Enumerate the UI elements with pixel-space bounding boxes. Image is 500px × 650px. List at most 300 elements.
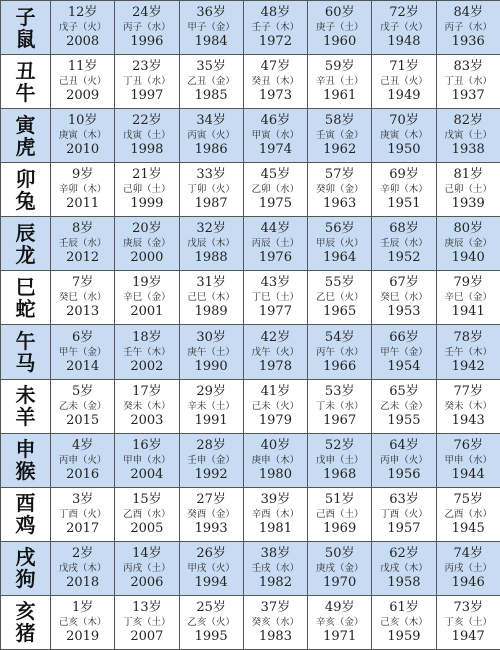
- ganzhi-label: 戊寅（土）: [115, 129, 178, 142]
- year-cell: [115, 163, 179, 217]
- birth-year-label: 1967: [308, 413, 371, 429]
- table-row: [1, 325, 500, 379]
- birth-year-label: 2011: [51, 196, 114, 212]
- zodiac-animal-label: 牛: [1, 82, 50, 104]
- birth-year-label: 1997: [115, 88, 178, 104]
- ganzhi-label: 庚辰（金）: [437, 237, 500, 250]
- age-label: 52岁: [308, 438, 371, 454]
- ganzhi-label: 甲子（金）: [180, 21, 243, 34]
- age-label: 76岁: [437, 438, 500, 454]
- ganzhi-label: 戊辰（木）: [180, 237, 243, 250]
- year-cell: [115, 541, 179, 595]
- ganzhi-label: 己卯（土）: [437, 183, 500, 196]
- age-label: 75岁: [437, 492, 500, 508]
- ganzhi-label: 丙辰（土）: [244, 237, 307, 250]
- ganzhi-label: 庚子（土）: [308, 21, 371, 34]
- table-row: [1, 595, 500, 649]
- ganzhi-label: 丁未（水）: [308, 400, 371, 413]
- age-label: 26岁: [180, 546, 243, 562]
- ganzhi-label: 庚戌（金）: [308, 562, 371, 575]
- birth-year-label: 1961: [308, 88, 371, 104]
- birth-year-label: 1979: [244, 413, 307, 429]
- table-body: [1, 1, 500, 650]
- birth-year-label: 1999: [115, 196, 178, 212]
- birth-year-label: 1944: [437, 467, 500, 483]
- year-cell: [308, 217, 372, 271]
- age-label: 19岁: [115, 275, 178, 291]
- birth-year-label: 1989: [180, 304, 243, 320]
- ganzhi-label: 庚午（土）: [180, 346, 243, 359]
- table-row: [1, 217, 500, 271]
- ganzhi-label: 乙酉（水）: [115, 508, 178, 521]
- age-label: 81岁: [437, 167, 500, 183]
- birth-year-label: 2000: [115, 250, 178, 266]
- earthly-branch-label: 午: [1, 330, 50, 352]
- birth-year-label: 1982: [244, 575, 307, 591]
- age-label: 71岁: [372, 59, 435, 75]
- year-cell: [308, 433, 372, 487]
- birth-year-label: 2001: [115, 304, 178, 320]
- zodiac-cell: [1, 163, 51, 217]
- year-cell: [308, 487, 372, 541]
- birth-year-label: 2010: [51, 142, 114, 158]
- year-cell: [115, 109, 179, 163]
- ganzhi-label: 辛巳（金）: [115, 291, 178, 304]
- ganzhi-label: 戊申（土）: [308, 454, 371, 467]
- age-label: 49岁: [308, 600, 371, 616]
- age-label: 27岁: [180, 492, 243, 508]
- zodiac-animal-label: 蛇: [1, 298, 50, 320]
- year-cell: [51, 163, 115, 217]
- ganzhi-label: 丙戌（土）: [437, 562, 500, 575]
- age-label: 24岁: [115, 5, 178, 21]
- year-cell: [308, 163, 372, 217]
- birth-year-label: 1972: [244, 34, 307, 50]
- year-cell: [308, 1, 372, 55]
- year-cell: [179, 325, 243, 379]
- zodiac-cell: [1, 109, 51, 163]
- ganzhi-label: 戊子（火）: [51, 21, 114, 34]
- age-label: 77岁: [437, 384, 500, 400]
- ganzhi-label: 辛酉（木）: [244, 508, 307, 521]
- table-row: [1, 271, 500, 325]
- year-cell: [179, 379, 243, 433]
- year-cell: [372, 541, 436, 595]
- age-label: 16岁: [115, 438, 178, 454]
- year-cell: [308, 325, 372, 379]
- birth-year-label: 1941: [437, 304, 500, 320]
- table-row: [1, 541, 500, 595]
- ganzhi-label: 癸丑（木）: [244, 75, 307, 88]
- age-label: 40岁: [244, 438, 307, 454]
- zodiac-animal-label: 虎: [1, 136, 50, 158]
- year-cell: [51, 541, 115, 595]
- birth-year-label: 1992: [180, 467, 243, 483]
- age-label: 80岁: [437, 221, 500, 237]
- year-cell: [179, 55, 243, 109]
- year-cell: [436, 163, 500, 217]
- ganzhi-label: 丙申（火）: [372, 454, 435, 467]
- ganzhi-label: 己巳（木）: [180, 291, 243, 304]
- age-label: 84岁: [437, 5, 500, 21]
- birth-year-label: 1995: [180, 629, 243, 645]
- table-row: [1, 1, 500, 55]
- ganzhi-label: 乙亥（火）: [180, 616, 243, 629]
- age-label: 83岁: [437, 59, 500, 75]
- ganzhi-label: 丁亥（土）: [437, 616, 500, 629]
- birth-year-label: 1976: [244, 250, 307, 266]
- birth-year-label: 1998: [115, 142, 178, 158]
- birth-year-label: 2007: [115, 629, 178, 645]
- age-label: 17岁: [115, 384, 178, 400]
- ganzhi-label: 丙戌（土）: [115, 562, 178, 575]
- year-cell: [51, 325, 115, 379]
- birth-year-label: 1986: [180, 142, 243, 158]
- year-cell: [372, 109, 436, 163]
- earthly-branch-label: 辰: [1, 222, 50, 244]
- birth-year-label: 1996: [115, 34, 178, 50]
- ganzhi-label: 甲辰（火）: [308, 237, 371, 250]
- age-label: 72岁: [372, 5, 435, 21]
- birth-year-label: 1973: [244, 88, 307, 104]
- year-cell: [243, 325, 307, 379]
- age-label: 2岁: [51, 546, 114, 562]
- age-label: 57岁: [308, 167, 371, 183]
- birth-year-label: 1939: [437, 196, 500, 212]
- year-cell: [179, 1, 243, 55]
- age-label: 5岁: [51, 384, 114, 400]
- year-cell: [436, 1, 500, 55]
- zodiac-cell: [1, 271, 51, 325]
- ganzhi-label: 庚寅（木）: [51, 129, 114, 142]
- birth-year-label: 2017: [51, 521, 114, 537]
- age-label: 64岁: [372, 438, 435, 454]
- zodiac-cell: [1, 1, 51, 55]
- age-label: 60岁: [308, 5, 371, 21]
- birth-year-label: 2009: [51, 88, 114, 104]
- earthly-branch-label: 丑: [1, 60, 50, 82]
- birth-year-label: 1991: [180, 413, 243, 429]
- year-cell: [243, 379, 307, 433]
- ganzhi-label: 乙酉（水）: [437, 508, 500, 521]
- year-cell: [372, 433, 436, 487]
- year-cell: [51, 1, 115, 55]
- birth-year-label: 1940: [437, 250, 500, 266]
- age-label: 79岁: [437, 275, 500, 291]
- ganzhi-label: 癸酉（金）: [180, 508, 243, 521]
- age-label: 30岁: [180, 330, 243, 346]
- earthly-branch-label: 未: [1, 384, 50, 406]
- ganzhi-label: 壬寅（金）: [308, 129, 371, 142]
- year-cell: [372, 163, 436, 217]
- age-label: 78岁: [437, 330, 500, 346]
- birth-year-label: 1969: [308, 521, 371, 537]
- birth-year-label: 1983: [244, 629, 307, 645]
- zodiac-cell: [1, 487, 51, 541]
- age-label: 82岁: [437, 113, 500, 129]
- birth-year-label: 1980: [244, 467, 307, 483]
- year-cell: [308, 271, 372, 325]
- birth-year-label: 1993: [180, 521, 243, 537]
- ganzhi-label: 己卯（土）: [115, 183, 178, 196]
- year-cell: [179, 541, 243, 595]
- age-label: 50岁: [308, 546, 371, 562]
- ganzhi-label: 丙寅（火）: [180, 129, 243, 142]
- age-label: 53岁: [308, 384, 371, 400]
- year-cell: [179, 109, 243, 163]
- year-cell: [436, 55, 500, 109]
- birth-year-label: 1956: [372, 467, 435, 483]
- year-cell: [51, 217, 115, 271]
- ganzhi-label: 庚寅（木）: [372, 129, 435, 142]
- earthly-branch-label: 寅: [1, 114, 50, 136]
- ganzhi-label: 辛巳（金）: [437, 291, 500, 304]
- birth-year-label: 1954: [372, 359, 435, 375]
- ganzhi-label: 甲寅（水）: [244, 129, 307, 142]
- year-cell: [115, 217, 179, 271]
- ganzhi-label: 甲午（金）: [51, 346, 114, 359]
- age-label: 1岁: [51, 600, 114, 616]
- age-label: 51岁: [308, 492, 371, 508]
- ganzhi-label: 壬子（木）: [244, 21, 307, 34]
- age-label: 68岁: [372, 221, 435, 237]
- ganzhi-label: 丁亥（土）: [115, 616, 178, 629]
- birth-year-label: 2014: [51, 359, 114, 375]
- year-cell: [308, 379, 372, 433]
- age-label: 15岁: [115, 492, 178, 508]
- birth-year-label: 2003: [115, 413, 178, 429]
- age-label: 34岁: [180, 113, 243, 129]
- zodiac-animal-label: 兔: [1, 190, 50, 212]
- table-row: [1, 163, 500, 217]
- ganzhi-label: 丁酉（火）: [51, 508, 114, 521]
- ganzhi-label: 甲申（水）: [437, 454, 500, 467]
- age-label: 6岁: [51, 330, 114, 346]
- age-label: 25岁: [180, 600, 243, 616]
- year-cell: [436, 379, 500, 433]
- age-label: 32岁: [180, 221, 243, 237]
- ganzhi-label: 壬辰（水）: [372, 237, 435, 250]
- year-cell: [372, 595, 436, 649]
- earthly-branch-label: 申: [1, 438, 50, 460]
- year-cell: [243, 541, 307, 595]
- birth-year-label: 1957: [372, 521, 435, 537]
- birth-year-label: 2016: [51, 467, 114, 483]
- birth-year-label: 1951: [372, 196, 435, 212]
- age-label: 47岁: [244, 59, 307, 75]
- age-label: 10岁: [51, 113, 114, 129]
- ganzhi-label: 癸巳（水）: [372, 291, 435, 304]
- birth-year-label: 1950: [372, 142, 435, 158]
- zodiac-animal-label: 猪: [1, 622, 50, 644]
- birth-year-label: 2019: [51, 629, 114, 645]
- birth-year-label: 2013: [51, 304, 114, 320]
- birth-year-label: 1958: [372, 575, 435, 591]
- ganzhi-label: 戊戌（木）: [51, 562, 114, 575]
- age-label: 65岁: [372, 384, 435, 400]
- table-row: [1, 433, 500, 487]
- age-label: 29岁: [180, 384, 243, 400]
- age-label: 39岁: [244, 492, 307, 508]
- earthly-branch-label: 酉: [1, 492, 50, 514]
- table-row: [1, 55, 500, 109]
- year-cell: [436, 271, 500, 325]
- ganzhi-label: 戊戌（木）: [372, 562, 435, 575]
- age-label: 69岁: [372, 167, 435, 183]
- age-label: 43岁: [244, 275, 307, 291]
- birth-year-label: 1974: [244, 142, 307, 158]
- zodiac-cell: [1, 595, 51, 649]
- ganzhi-label: 己亥（木）: [51, 616, 114, 629]
- age-label: 48岁: [244, 5, 307, 21]
- birth-year-label: 2018: [51, 575, 114, 591]
- table-row: [1, 487, 500, 541]
- ganzhi-label: 丙午（水）: [308, 346, 371, 359]
- ganzhi-label: 庚申（木）: [244, 454, 307, 467]
- birth-year-label: 1970: [308, 575, 371, 591]
- ganzhi-label: 己丑（火）: [51, 75, 114, 88]
- year-cell: [51, 433, 115, 487]
- zodiac-animal-label: 龙: [1, 244, 50, 266]
- ganzhi-label: 癸卯（金）: [308, 183, 371, 196]
- zodiac-cell: [1, 433, 51, 487]
- age-label: 56岁: [308, 221, 371, 237]
- year-cell: [372, 487, 436, 541]
- birth-year-label: 1960: [308, 34, 371, 50]
- year-cell: [51, 109, 115, 163]
- table-row: [1, 379, 500, 433]
- earthly-branch-label: 巳: [1, 276, 50, 298]
- ganzhi-label: 癸亥（水）: [244, 616, 307, 629]
- year-cell: [308, 595, 372, 649]
- age-label: 9岁: [51, 167, 114, 183]
- age-label: 36岁: [180, 5, 243, 21]
- age-label: 55岁: [308, 275, 371, 291]
- age-label: 54岁: [308, 330, 371, 346]
- year-cell: [179, 433, 243, 487]
- ganzhi-label: 甲戌（火）: [180, 562, 243, 575]
- age-label: 4岁: [51, 438, 114, 454]
- birth-year-label: 1947: [437, 629, 500, 645]
- ganzhi-label: 乙未（金）: [51, 400, 114, 413]
- birth-year-label: 1981: [244, 521, 307, 537]
- birth-year-label: 1994: [180, 575, 243, 591]
- year-cell: [51, 487, 115, 541]
- year-cell: [115, 1, 179, 55]
- ganzhi-label: 壬申（金）: [180, 454, 243, 467]
- year-cell: [372, 271, 436, 325]
- ganzhi-label: 壬午（木）: [115, 346, 178, 359]
- ganzhi-label: 己丑（火）: [372, 75, 435, 88]
- ganzhi-label: 己亥（木）: [372, 616, 435, 629]
- age-label: 13岁: [115, 600, 178, 616]
- year-cell: [372, 325, 436, 379]
- ganzhi-label: 戊寅（土）: [437, 129, 500, 142]
- year-cell: [243, 55, 307, 109]
- birth-year-label: 1946: [437, 575, 500, 591]
- year-cell: [115, 325, 179, 379]
- age-label: 66岁: [372, 330, 435, 346]
- birth-year-label: 1949: [372, 88, 435, 104]
- ganzhi-label: 壬午（木）: [437, 346, 500, 359]
- ganzhi-label: 戊子（火）: [372, 21, 435, 34]
- birth-year-label: 1943: [437, 413, 500, 429]
- year-cell: [436, 541, 500, 595]
- birth-year-label: 1978: [244, 359, 307, 375]
- year-cell: [308, 541, 372, 595]
- birth-year-label: 1971: [308, 629, 371, 645]
- ganzhi-label: 己未（火）: [244, 400, 307, 413]
- year-cell: [51, 55, 115, 109]
- age-label: 70岁: [372, 113, 435, 129]
- birth-year-label: 1990: [180, 359, 243, 375]
- year-cell: [179, 217, 243, 271]
- age-label: 44岁: [244, 221, 307, 237]
- ganzhi-label: 甲午（金）: [372, 346, 435, 359]
- birth-year-label: 1938: [437, 142, 500, 158]
- zodiac-animal-label: 猴: [1, 460, 50, 482]
- year-cell: [372, 217, 436, 271]
- year-cell: [179, 595, 243, 649]
- age-label: 18岁: [115, 330, 178, 346]
- ganzhi-label: 丁丑（水）: [437, 75, 500, 88]
- ganzhi-label: 乙丑（金）: [180, 75, 243, 88]
- ganzhi-label: 乙巳（火）: [308, 291, 371, 304]
- ganzhi-label: 辛亥（金）: [308, 616, 371, 629]
- year-cell: [179, 487, 243, 541]
- birth-year-label: 1965: [308, 304, 371, 320]
- zodiac-cell: [1, 541, 51, 595]
- ganzhi-label: 丁卯（火）: [180, 183, 243, 196]
- age-label: 61岁: [372, 600, 435, 616]
- year-cell: [243, 109, 307, 163]
- age-label: 8岁: [51, 221, 114, 237]
- year-cell: [243, 595, 307, 649]
- year-cell: [372, 1, 436, 55]
- birth-year-label: 1937: [437, 88, 500, 104]
- birth-year-label: 1962: [308, 142, 371, 158]
- ganzhi-label: 乙未（金）: [372, 400, 435, 413]
- year-cell: [115, 379, 179, 433]
- birth-year-label: 1964: [308, 250, 371, 266]
- ganzhi-label: 癸巳（水）: [51, 291, 114, 304]
- age-label: 33岁: [180, 167, 243, 183]
- age-label: 11岁: [51, 59, 114, 75]
- year-cell: [179, 271, 243, 325]
- age-label: 41岁: [244, 384, 307, 400]
- ganzhi-label: 己酉（土）: [308, 508, 371, 521]
- age-label: 7岁: [51, 275, 114, 291]
- ganzhi-label: 癸未（木）: [115, 400, 178, 413]
- birth-year-label: 1988: [180, 250, 243, 266]
- ganzhi-label: 丙子（水）: [115, 21, 178, 34]
- year-cell: [372, 379, 436, 433]
- year-cell: [436, 595, 500, 649]
- zodiac-cell: [1, 379, 51, 433]
- zodiac-cell: [1, 217, 51, 271]
- zodiac-animal-label: 羊: [1, 406, 50, 428]
- year-cell: [115, 487, 179, 541]
- birth-year-label: 1984: [180, 34, 243, 50]
- year-cell: [243, 271, 307, 325]
- table-row: [1, 109, 500, 163]
- age-label: 3岁: [51, 492, 114, 508]
- ganzhi-label: 丁丑（水）: [115, 75, 178, 88]
- birth-year-label: 1959: [372, 629, 435, 645]
- birth-year-label: 1953: [372, 304, 435, 320]
- ganzhi-label: 丁巳（土）: [244, 291, 307, 304]
- birth-year-label: 1942: [437, 359, 500, 375]
